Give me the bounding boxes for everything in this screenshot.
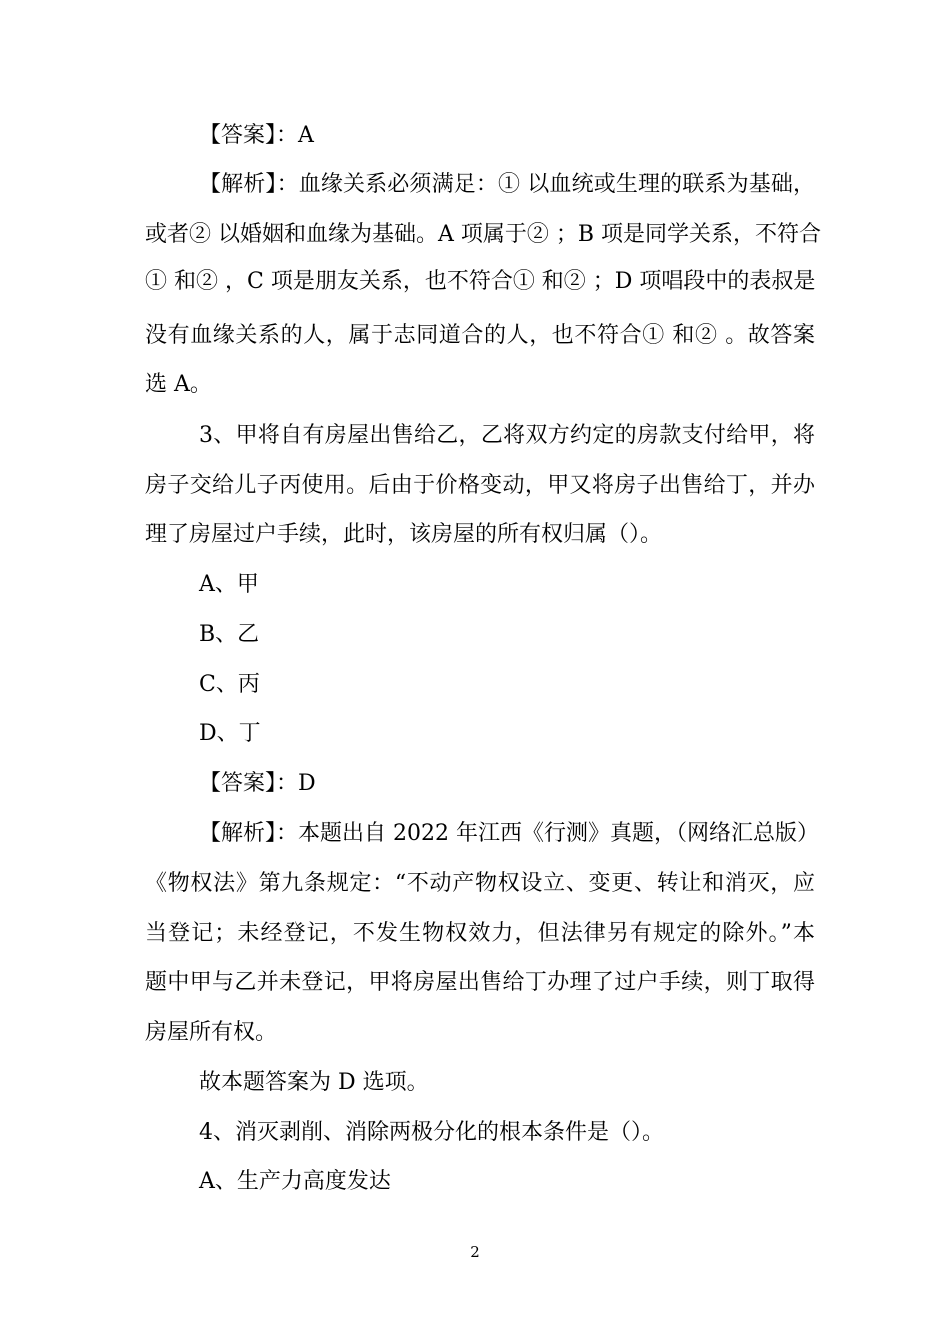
question-3-option-c: C、丙 [199,672,260,697]
page-number: 2 [470,1243,480,1261]
question-3-option-d: D、丁 [199,721,261,746]
explanation-q3-line-5: 房屋所有权。 [145,1020,278,1045]
answer-summary-q3: 故本题答案为 D 选项。 [199,1070,429,1095]
explanation-q2-line-2: 或者② 以婚姻和血缘为基础。A 项属于② ；B 项是同学关系，不符合 [145,222,822,247]
question-3-line-2: 房子交给儿子丙使用。后由于价格变动，甲又将房子出售给丁，并办 [145,473,815,498]
explanation-q3-line-4: 题中甲与乙并未登记，甲将房屋出售给丁办理了过户手续，则丁取得 [145,970,815,995]
explanation-q3-line-1: 【解析】：本题出自 2022 年江西《行测》真题，（网络汇总版） [199,821,819,846]
question-3-line-1: 3、甲将自有房屋出售给乙，乙将双方约定的房款支付给甲，将 [199,423,815,448]
explanation-q2-line-5: 选 A。 [145,372,212,397]
explanation-q2-line-4: 没有血缘关系的人，属于志同道合的人，也不符合① 和② 。故答案 [145,323,815,348]
explanation-q2-line-3: ① 和② ，C 项是朋友关系，也不符合① 和② ；D 项唱段中的表叔是 [145,269,816,294]
explanation-q2-line-1: 【解析】：血缘关系必须满足：① 以血统或生理的联系为基础， [199,172,815,197]
answer-q2: 【答案】：A [199,123,314,148]
question-3-option-a: A、甲 [199,572,259,597]
answer-q3: 【答案】：D [199,771,316,796]
question-3-line-3: 理了房屋过户手续，此时，该房屋的所有权归属（）。 [145,522,663,547]
explanation-q3-line-2: 《物权法》第九条规定：“不动产物权设立、变更、转让和消灭，应 [145,871,815,896]
question-4-line-1: 4、消灭剥削、消除两极分化的根本条件是（）。 [199,1120,664,1145]
question-3-option-b: B、乙 [199,622,260,647]
explanation-q3-line-3: 当登记；未经登记，不发生物权效力，但法律另有规定的除外。”本 [145,921,815,946]
question-4-option-a: A、生产力高度发达 [199,1169,391,1194]
